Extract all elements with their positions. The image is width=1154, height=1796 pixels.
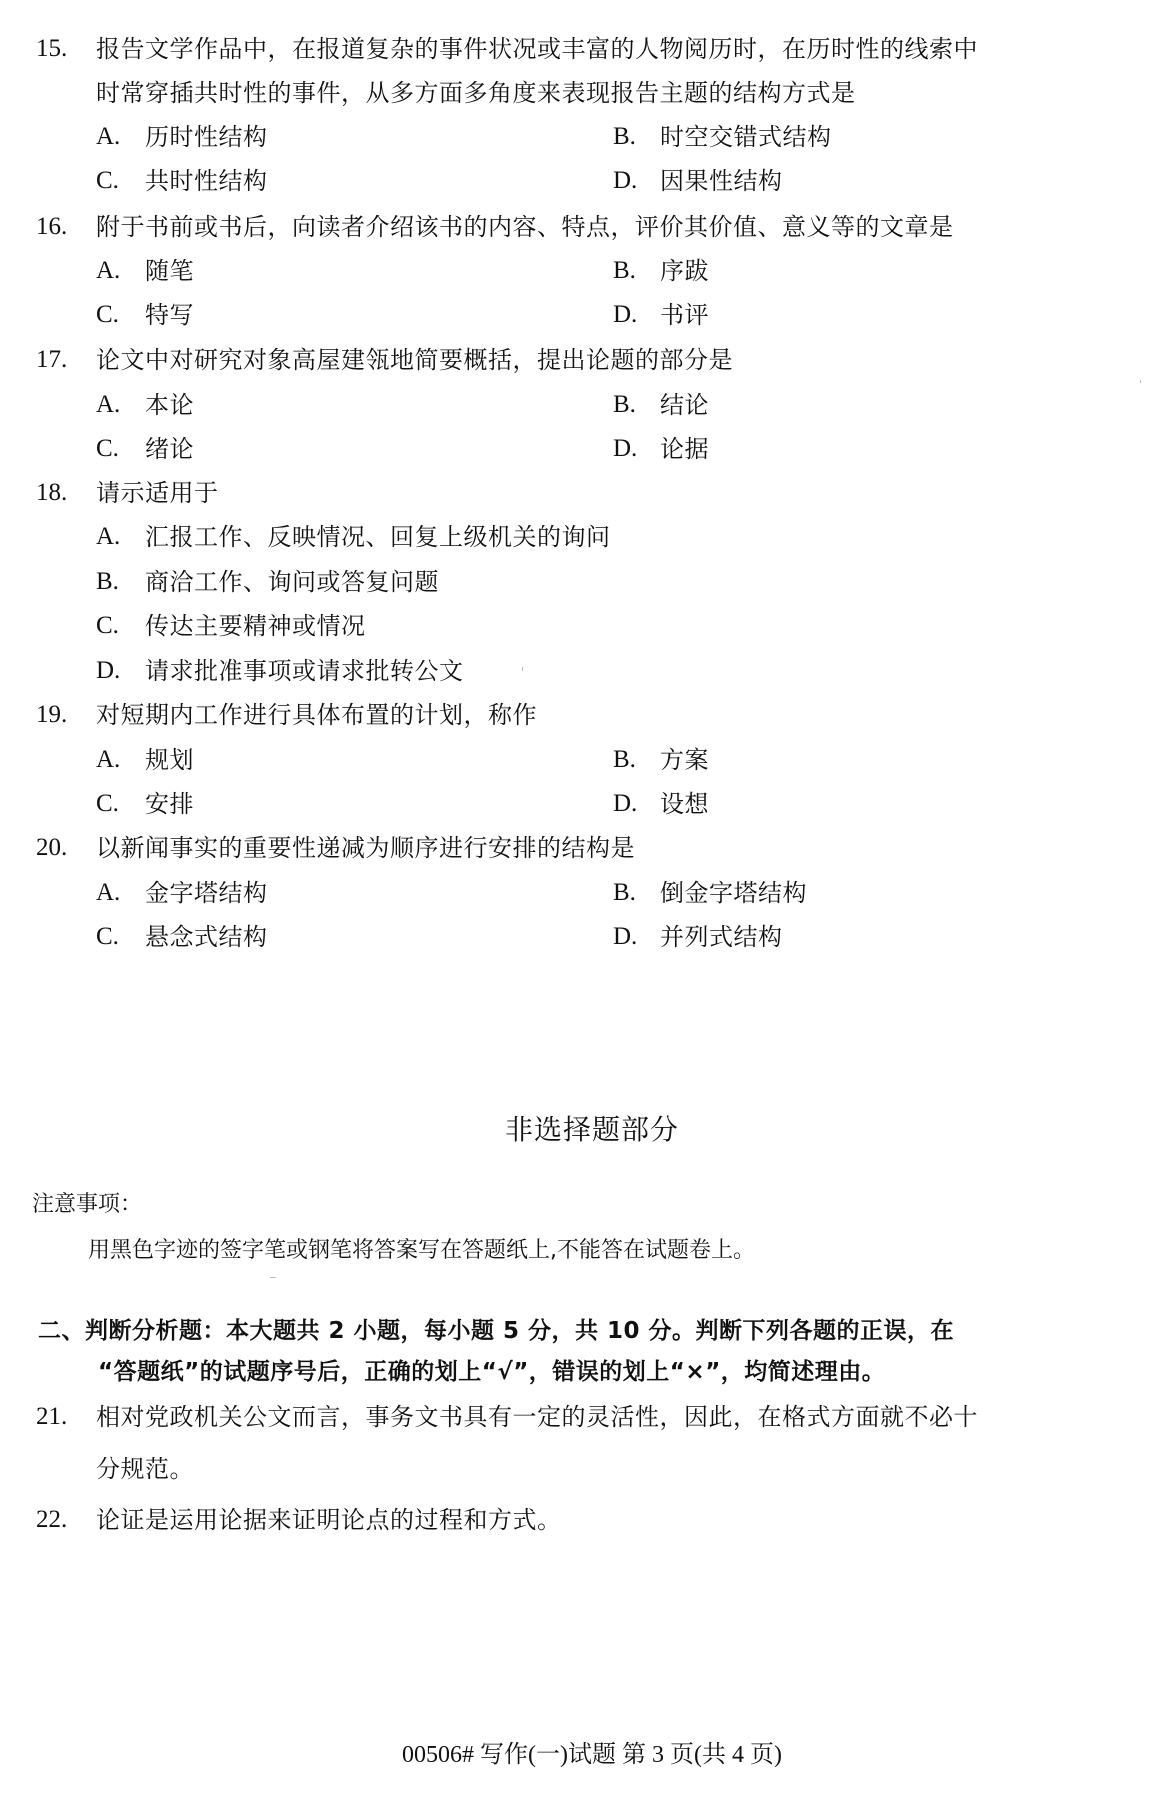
option-label-c: C. — [96, 790, 119, 817]
option-label-d: D. — [613, 923, 638, 950]
option-text-a: 本论 — [145, 391, 194, 419]
question-stem-line: 分规范。 — [96, 1455, 194, 1483]
option-label-d: D. — [613, 435, 638, 462]
question-number: 16. — [36, 213, 68, 240]
option-label-d: D. — [96, 657, 121, 684]
question-stem-line: 报告文学作品中，在报道复杂的事件状况或丰富的人物阅历时，在历时性的线索中 — [96, 35, 978, 63]
option-text-d: 请求批准事项或请求批转公文 — [145, 657, 464, 685]
question-stem-line: 请示适用于 — [96, 479, 219, 507]
option-text-b: 结论 — [660, 391, 709, 419]
option-label-c: C. — [96, 167, 119, 194]
question-stem-line: 以新闻事实的重要性递减为顺序进行安排的结构是 — [96, 834, 635, 862]
option-text-d: 因果性结构 — [660, 167, 783, 195]
option-text-b: 方案 — [660, 746, 709, 774]
scan-speck — [1140, 380, 1141, 383]
question-number: 21. — [36, 1403, 68, 1430]
option-text-d: 书评 — [660, 301, 709, 329]
notice-body: 用黑色字迹的签字笔或钢笔将答案写在答题纸上,不能答在试题卷上。 — [88, 1238, 755, 1263]
option-text-a: 金字塔结构 — [145, 879, 268, 907]
option-label-c: C. — [96, 923, 119, 950]
page-footer: 00506# 写作(一)试题 第 3 页(共 4 页) — [402, 1742, 782, 1768]
section-title: 非选择题部分 — [504, 1113, 679, 1146]
option-label-d: D. — [613, 167, 638, 194]
option-label-b: B. — [613, 879, 636, 906]
option-text-b: 序跋 — [660, 257, 709, 285]
option-label-b: B. — [613, 257, 636, 284]
option-text-b: 时空交错式结构 — [660, 123, 832, 151]
option-label-c: C. — [96, 612, 119, 639]
option-label-a: A. — [96, 879, 121, 906]
question-number: 18. — [36, 479, 68, 506]
option-label-a: A. — [96, 746, 121, 773]
option-text-a: 规划 — [145, 746, 194, 774]
option-text-b: 倒金字塔结构 — [660, 879, 807, 907]
option-label-c: C. — [96, 301, 119, 328]
option-text-c: 共时性结构 — [145, 167, 268, 195]
question-stem-line: 相对党政机关公文而言，事务文书具有一定的灵活性，因此，在格式方面就不必十 — [96, 1403, 978, 1431]
notice-heading: 注意事项： — [32, 1192, 143, 1217]
scan-speck — [270, 1277, 276, 1278]
option-text-a: 汇报工作、反映情况、回复上级机关的询问 — [145, 523, 611, 551]
option-label-a: A. — [96, 523, 121, 550]
option-text-b: 商洽工作、询问或答复问题 — [145, 568, 439, 596]
part2-heading-line: 二、判断分析题：本大题共 2 小题，每小题 5 分，共 10 分。判断下列各题的正误，在 — [38, 1318, 955, 1344]
question-stem-line: 附于书前或书后，向读者介绍该书的内容、特点，评价其价值、意义等的文章是 — [96, 213, 954, 241]
option-label-a: A. — [96, 123, 121, 150]
option-label-d: D. — [613, 301, 638, 328]
option-text-c: 安排 — [145, 790, 194, 818]
question-stem-line: 时常穿插共时性的事件，从多方面多角度来表现报告主题的结构方式是 — [96, 79, 856, 107]
option-label-b: B. — [613, 391, 636, 418]
question-stem-line: 论文中对研究对象高屋建瓴地简要概括，提出论题的部分是 — [96, 346, 733, 374]
question-stem-line: 论证是运用论据来证明论点的过程和方式。 — [96, 1506, 562, 1534]
option-text-c: 传达主要精神或情况 — [145, 612, 366, 640]
option-label-c: C. — [96, 435, 119, 462]
option-text-d: 设想 — [660, 790, 709, 818]
question-number: 15. — [36, 35, 68, 62]
option-text-d: 论据 — [660, 435, 709, 463]
option-label-b: B. — [613, 746, 636, 773]
option-text-d: 并列式结构 — [660, 923, 783, 951]
option-label-a: A. — [96, 391, 121, 418]
part2-heading-line: “答题纸”的试题序号后，正确的划上“√”，错误的划上“×”，均简述理由。 — [98, 1359, 886, 1385]
option-label-d: D. — [613, 790, 638, 817]
question-number: 19. — [36, 701, 68, 728]
option-text-c: 特写 — [145, 301, 194, 329]
question-number: 22. — [36, 1506, 68, 1533]
option-text-c: 绪论 — [145, 435, 194, 463]
option-text-c: 悬念式结构 — [145, 923, 268, 951]
option-label-a: A. — [96, 257, 121, 284]
option-label-b: B. — [96, 568, 119, 595]
question-stem-line: 对短期内工作进行具体布置的计划，称作 — [96, 701, 537, 729]
option-label-b: B. — [613, 123, 636, 150]
option-text-a: 随笔 — [145, 257, 194, 285]
question-number: 20. — [36, 834, 68, 861]
scan-speck — [522, 667, 523, 671]
question-number: 17. — [36, 346, 68, 373]
option-text-a: 历时性结构 — [145, 123, 268, 151]
